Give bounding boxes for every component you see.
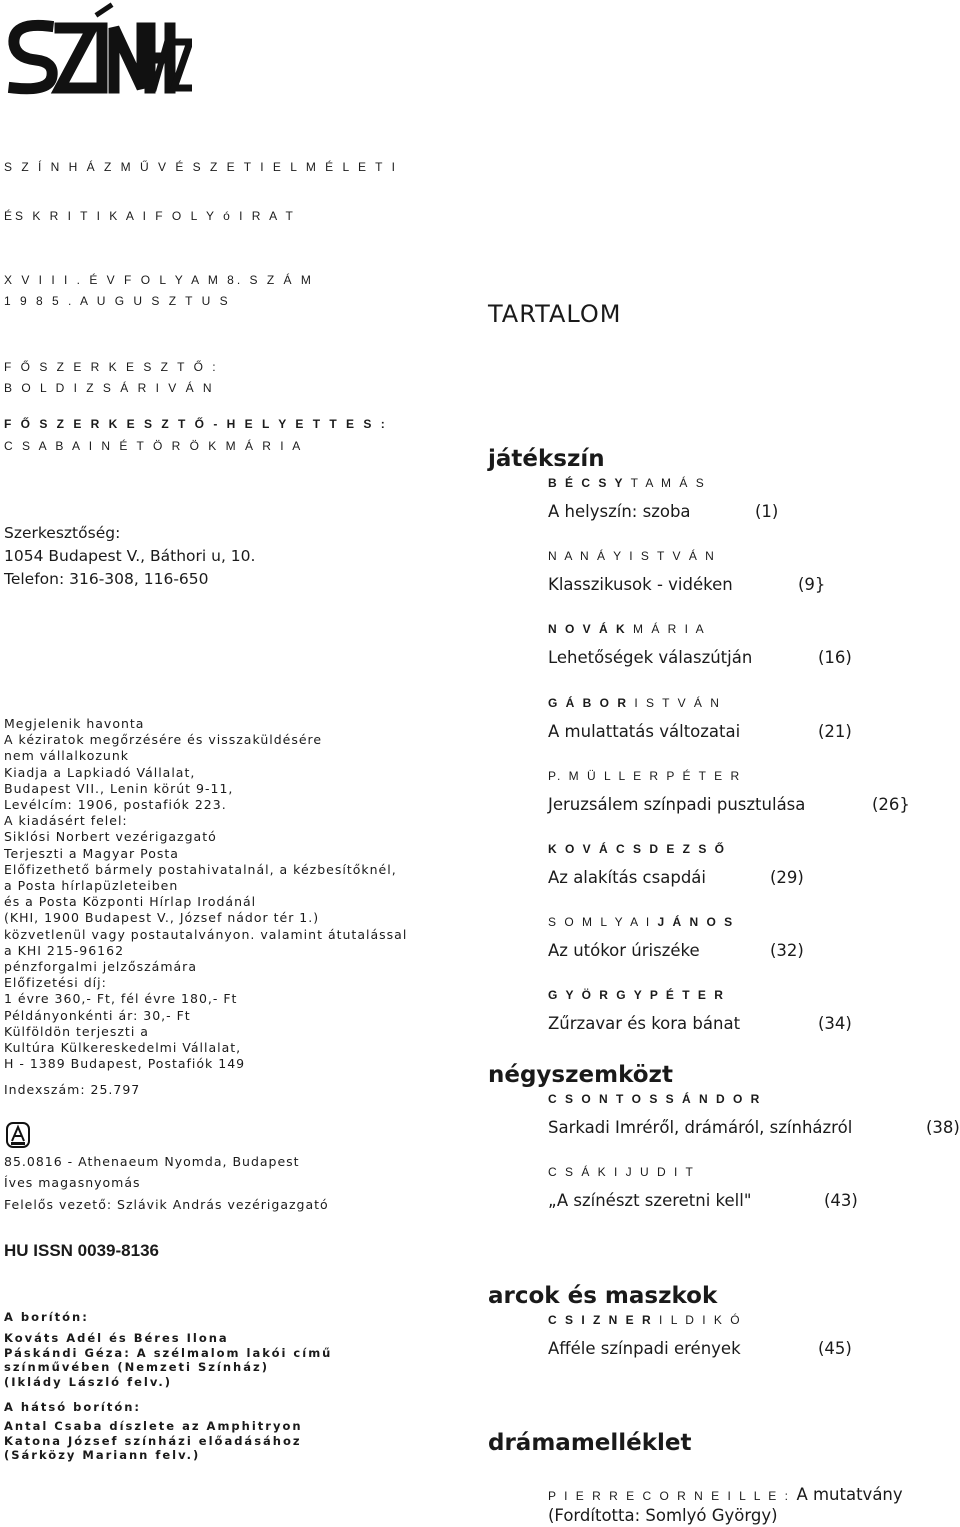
- cover-line: Kováts Adél és Béres Ilona: [4, 1330, 229, 1345]
- toc-entry-author: [548, 1485, 903, 1504]
- editorial-office-label: Szerkesztőség:: [4, 524, 121, 542]
- author-rest: P I E R R E C O R N E I L L E :: [548, 1489, 791, 1503]
- cover-label: A borítón:: [4, 1310, 89, 1324]
- imprint-line: Siklósi Norbert vezérigazgató: [4, 829, 217, 845]
- toc-section-heading: arcok és maszkok: [488, 1283, 718, 1309]
- szinhaz-logo-icon: [2, 2, 192, 102]
- toc-entry-page: (38): [926, 1118, 960, 1137]
- imprint-line: A kéziratok megőrzésére és visszaküldésére: [4, 732, 323, 748]
- toc-entry-title: Jeruzsálem színpadi pusztulása: [548, 794, 806, 814]
- toc-entry-author: [548, 988, 725, 1002]
- author-rest: N A N Á Y I S T V Á N: [548, 549, 717, 564]
- imprint-line: Kultúra Külkereskedelmi Vállalat,: [4, 1040, 242, 1056]
- author-surname: N O V Á K: [548, 622, 628, 637]
- author-surname: G Y Ö R G Y P É T E R: [548, 988, 726, 1003]
- cover-line: (Iklády László felv.): [4, 1375, 173, 1390]
- imprint-line: nem vállalkozunk: [4, 748, 129, 764]
- imprint-line: (KHI, 1900 Budapest V., József nádor tér 1.): [4, 910, 320, 926]
- imprint-line: Megjelenik havonta: [4, 716, 145, 731]
- author-surname: K O V Á C S D E Z S Ő: [548, 842, 727, 856]
- toc-entry-page: (29): [770, 868, 804, 887]
- toc-entry-title: Az utókor úriszéke: [548, 941, 700, 961]
- toc-section-heading: játékszín: [488, 446, 605, 472]
- toc-entry-title: Zűrzavar és kora bánat: [548, 1014, 741, 1034]
- toc-entry-page: (45): [818, 1339, 852, 1358]
- toc-entry-page: (34): [818, 1014, 852, 1034]
- toc-entry-author: [548, 842, 727, 856]
- editorial-office: [4, 522, 255, 591]
- cover-line: színművében (Nemzeti Színház): [4, 1360, 269, 1375]
- back-cover-credits: [4, 1400, 303, 1463]
- index-number: Indexszám: 25.797: [4, 1082, 141, 1097]
- imprint-line: Levélcím: 1906, postafiók 223.: [4, 797, 227, 813]
- toc-section-heading: drámamelléklet: [488, 1430, 692, 1456]
- toc-entry-title: A mutatvány: [796, 1485, 903, 1504]
- toc-entry-page: (9}: [798, 575, 826, 595]
- imprint-line: pénzforgalmi jelzőszámára: [4, 959, 197, 975]
- imprint-line: A kiadásért felel:: [4, 813, 128, 829]
- toc-entry-author: [548, 1092, 762, 1106]
- toc-entry-title: Az alakítás csapdái: [548, 868, 706, 887]
- magazine-logo: [2, 2, 192, 102]
- toc-entry-author: [548, 915, 735, 929]
- imprint-line: Példányonkénti ár: 30,- Ft: [4, 1007, 191, 1023]
- imprint-line: Előfizethető bármely postahivatalnál, a kézbesítőknél,: [4, 861, 397, 877]
- toc-entry-page: (43): [824, 1191, 858, 1211]
- cover-line: Páskándi Géza: A szélmalom lakói című: [4, 1345, 333, 1360]
- imprint-block: [4, 716, 407, 1072]
- author-surname: G Á B O R: [548, 695, 629, 710]
- imprint-line: Előfizetési díj:: [4, 975, 107, 991]
- toc-heading: TARTALOM: [488, 300, 622, 328]
- author-surname: C S O N T O S S Á N D O R: [548, 1092, 762, 1106]
- author-surname: J Á N O S: [657, 915, 735, 930]
- printer-line: 85.0816 - Athenaeum Nyomda, Budapest: [4, 1154, 300, 1169]
- imprint-line: Terjeszti a Magyar Posta: [4, 845, 179, 861]
- author-rest: S O M L Y A I: [548, 915, 658, 930]
- issn-number: HU ISSN 0039-8136: [4, 1241, 159, 1260]
- printer-emblem-icon: [6, 1122, 30, 1148]
- back-cover-line: Katona József színházi előadásához: [4, 1433, 302, 1448]
- toc-entry-title: Klasszikusok - vidéken: [548, 575, 733, 595]
- print-type: Íves magasnyomás: [4, 1175, 141, 1190]
- toc-entry-title: A helyszín: szoba: [548, 502, 691, 521]
- issue-date: 1 9 8 5 . A U G U S Z T U S: [4, 294, 231, 308]
- toc-entry-translator: (Fordította: Somlyó György): [548, 1506, 778, 1525]
- author-rest: T A M Á S: [624, 476, 707, 490]
- toc-entry-author: [548, 696, 721, 710]
- author-surname: C S I Z N E R: [548, 1313, 654, 1327]
- toc-entry-title: Sarkadi Imréről, drámáról, színházról: [548, 1118, 853, 1137]
- author-rest: I L D I K Ó: [653, 1313, 743, 1327]
- toc-entry-page: (16): [818, 648, 852, 668]
- author-rest: M Á R I A: [627, 622, 707, 637]
- toc-entry-page: (21): [818, 721, 852, 741]
- subtitle-line2: ÉS K R I T I K A I F O L Y ó I R A T: [4, 209, 296, 223]
- toc-entry-author: [548, 1313, 742, 1327]
- back-cover-line: (Sárközy Mariann felv.): [4, 1448, 201, 1463]
- toc-entry-page: (1): [755, 502, 779, 521]
- toc-entry-title: Afféle színpadi erények: [548, 1339, 741, 1358]
- deputy-editor-name: C S A B A I N É T Ö R Ö K M Á R I A: [4, 439, 304, 453]
- toc-entry-author: [548, 1165, 695, 1179]
- toc-entry-page: (32): [770, 941, 804, 961]
- editor-name: B O L D I Z S Á R I V Á N: [4, 381, 215, 395]
- editorial-office-phone: Telefon: 316-308, 116-650: [4, 570, 209, 588]
- imprint-line: H - 1389 Budapest, Postafiók 149: [4, 1056, 246, 1072]
- toc-entry-author: [548, 549, 716, 563]
- editorial-office-address: 1054 Budapest V., Báthori u, 10.: [4, 547, 256, 565]
- imprint-line: közvetlenül vagy postautalványon. valamint átutalással: [4, 926, 408, 942]
- imprint-line: 1 évre 360,- Ft, fél évre 180,- Ft: [4, 991, 238, 1007]
- toc-entry-author: [548, 476, 706, 490]
- cover-credits: [4, 1310, 332, 1390]
- toc-entry-author: [548, 769, 742, 783]
- toc-entry-title: A mulattatás változatai: [548, 721, 741, 741]
- responsible-manager: Felelős vezető: Szlávik András vezérigazgató: [4, 1197, 329, 1212]
- back-cover-label: A hátsó borítón:: [4, 1400, 142, 1414]
- author-rest: C S Á K I J U D I T: [548, 1165, 696, 1180]
- toc-entry-page: (26}: [872, 794, 910, 814]
- imprint-line: és a Posta Központi Hírlap Irodánál: [4, 894, 257, 910]
- deputy-editor-label: F Ő S Z E R K E S Z T Ő - H E L Y E T T E S :: [4, 417, 388, 431]
- imprint-line: Külföldön terjeszti a: [4, 1023, 149, 1039]
- toc-entry-title: „A színészt szeretni kell": [548, 1191, 752, 1211]
- toc-entry-author: [548, 622, 706, 636]
- imprint-line: a KHI 215-96162: [4, 942, 125, 958]
- imprint-line: Kiadja a Lapkiadó Vállalat,: [4, 764, 196, 780]
- back-cover-line: Antal Csaba díszlete az Amphitryon: [4, 1418, 303, 1433]
- author-rest: P. M Ü L L E R P É T E R: [548, 768, 742, 783]
- author-surname: B É C S Y: [548, 476, 625, 490]
- imprint-line: a Posta hírlapüzleteiben: [4, 878, 179, 894]
- imprint-line: Budapest VII., Lenin körút 9-11,: [4, 780, 234, 796]
- editor-label: F Ő S Z E R K E S Z T Ő :: [4, 360, 219, 374]
- volume-number: X V I I I . É V F O L Y A M 8. S Z Á M: [4, 273, 314, 287]
- subtitle-line1: S Z Í N H Á Z M Ű V É S Z E T I E L M É L E T I: [4, 160, 398, 174]
- toc-entry-title: Lehetőségek válaszútján: [548, 648, 753, 668]
- toc-section-heading: négyszemközt: [488, 1062, 673, 1088]
- author-rest: I S T V Á N: [628, 695, 722, 710]
